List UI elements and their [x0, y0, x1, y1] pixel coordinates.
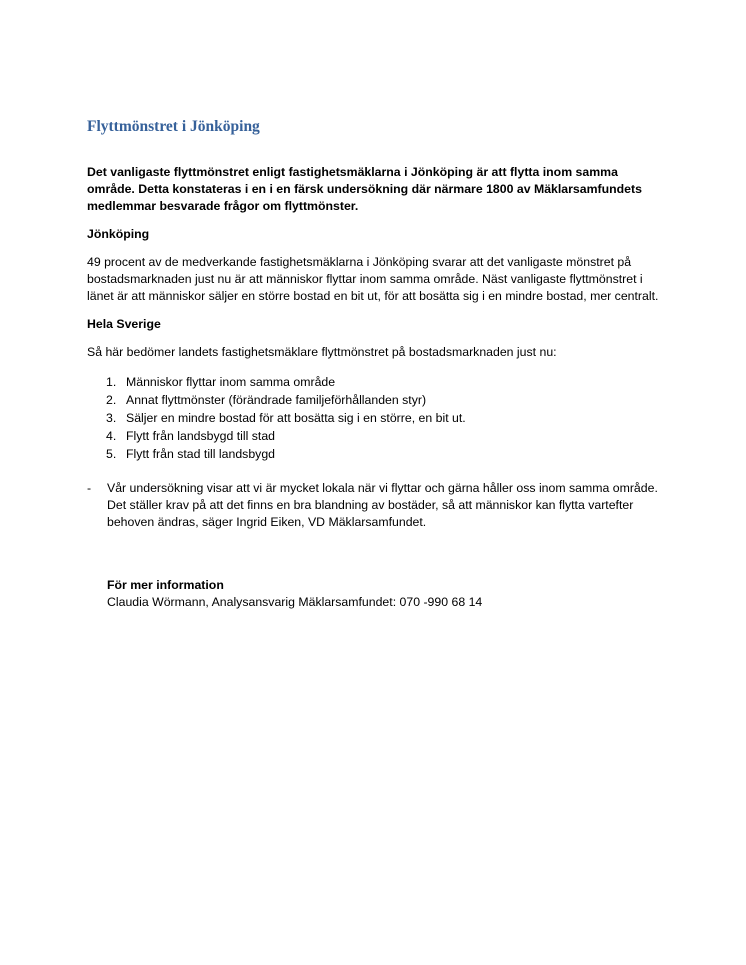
- list-item-text: Annat flyttmönster (förändrade familjeförhållanden styr): [126, 393, 427, 407]
- list-item-text: Människor flyttar inom samma område: [126, 375, 336, 389]
- list-item: [106, 373, 662, 391]
- list-item: [106, 427, 662, 445]
- section-heading-jonkoping: Jönköping: [87, 227, 150, 241]
- list-item-number: 2.: [106, 393, 117, 407]
- list-item-number: 3.: [106, 411, 117, 425]
- list-item: [106, 391, 662, 409]
- quote-dash: -: [87, 481, 92, 495]
- section-text-jonkoping: 49 procent av de medverkande fastighetsmäklarna i Jönköping svarar att det vanligaste mönstret på bostadsmarknaden just nu är att människor flyttar inom samma område. Näst vanligaste flyttmönstret i länet är att människor säljer en större bostad en bit ut, för att bosätta sig i en mindre bostad, mer centralt.: [87, 255, 659, 303]
- contact-block: [107, 577, 662, 611]
- list-item-number: 1.: [106, 375, 117, 389]
- lead-paragraph: Det vanligaste flyttmönstret enligt fastighetsmäklarna i Jönköping är att flytta inom samma område. Detta konstateras i en i en färsk undersökning där närmare 1800 av Mäklarsamfundets medlemmar besvarade frågor om flyttmönster.: [87, 165, 642, 213]
- section-heading-hela-sverige: Hela Sverige: [87, 317, 161, 331]
- document-title: Flyttmönstret i Jönköping: [87, 118, 260, 135]
- contact-title: För mer information: [107, 578, 224, 592]
- list-item-number: 5.: [106, 447, 117, 461]
- list-item-text: Säljer en mindre bostad för att bosätta sig i en större, en bit ut.: [126, 411, 466, 425]
- section-intro-hela-sverige: Så här bedömer landets fastighetsmäklare flyttmönstret på bostadsmarknaden just nu:: [87, 345, 557, 359]
- ranking-list: [106, 373, 662, 463]
- list-item-text: Flytt från stad till landsbygd: [126, 447, 275, 461]
- document-page: [87, 118, 662, 611]
- quote-block: [87, 480, 662, 531]
- list-item: [106, 445, 662, 463]
- quote-text: Vår undersökning visar att vi är mycket lokala när vi flyttar och gärna håller oss inom samma område. Det ställer krav på att det finns en bra blandning av bostäder, så att människor kan flytta vartefter behoven ändras, säger Ingrid Eiken, VD Mäklarsamfundet.: [107, 481, 658, 529]
- list-item: [106, 409, 662, 427]
- list-item-text: Flytt från landsbygd till stad: [126, 429, 275, 443]
- contact-details: Claudia Wörmann, Analysansvarig Mäklarsamfundet: 070 -990 68 14: [107, 595, 483, 609]
- list-item-number: 4.: [106, 429, 117, 443]
